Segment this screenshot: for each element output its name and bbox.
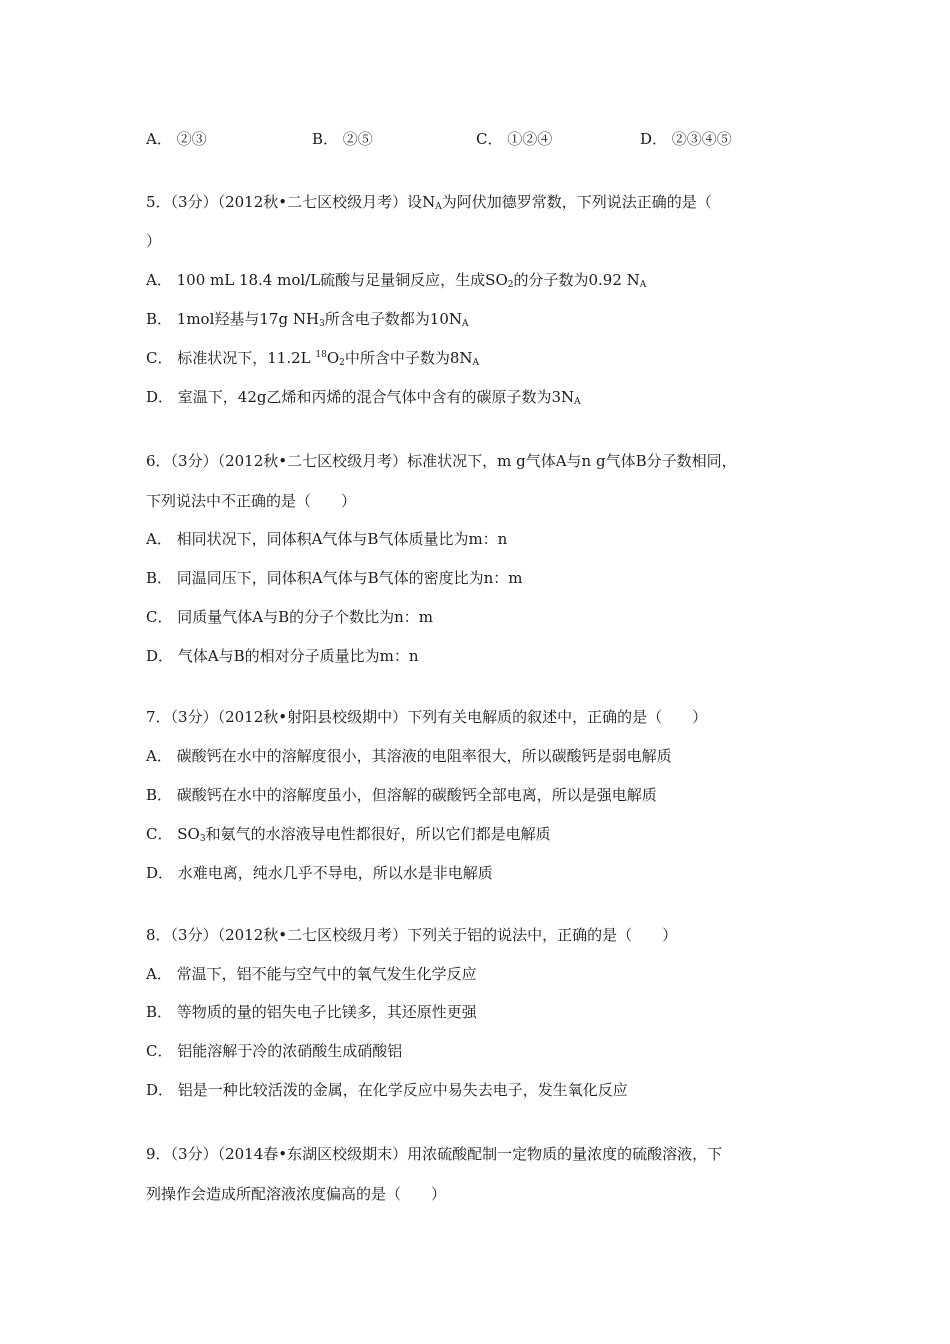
q5-option-c: C． 标准状况下，11.2L $^{18}O_2$中所含中子数为$8N_A$ bbox=[146, 349, 480, 368]
q6-option-d: D． 气体A与B的相对分子质量比为m：n bbox=[146, 647, 419, 665]
q5-option-a: A． 100 mL 18.4 mol/L硫酸与足量铜反应，生成$SO_2$的分子数为0.92 $N_A$ bbox=[146, 271, 647, 290]
q5-option-d: D． 室温下，42g乙烯和丙烯的混合气体中含有的碳原子数为$3N_A$ bbox=[146, 388, 581, 407]
q6-option-b: B． 同温同压下，同体积A气体与B气体的密度比为n：m bbox=[146, 569, 523, 587]
q5-stem: 5．（3分）（2012秋•二七区校级月考）设$N_A$为阿伏加德罗常数，下列说法正确的是（ bbox=[146, 193, 712, 212]
q5-stem-cont: ） bbox=[146, 232, 162, 250]
q4-option-c: C． ①②④ bbox=[476, 130, 553, 148]
q8-option-d: D． 铝是一种比较活泼的金属，在化学反应中易失去电子，发生氧化反应 bbox=[146, 1081, 628, 1099]
q7-option-a: A． 碳酸钙在水中的溶解度很小，其溶液的电阻率很大，所以碳酸钙是弱电解质 bbox=[146, 747, 672, 765]
q6-stem-cont: 下列说法中不正确的是（ ） bbox=[146, 492, 357, 510]
q9-stem: 9．（3分）（2014春•东湖区校级期末）用浓硫酸配制一定物质的量浓度的硫酸溶液，下 bbox=[146, 1145, 723, 1163]
q8-option-c: C． 铝能溶解于冷的浓硝酸生成硝酸铝 bbox=[146, 1042, 403, 1060]
q7-stem: 7．（3分）（2012秋•射阳县校级期中）下列有关电解质的叙述中，正确的是（ ） bbox=[146, 708, 708, 726]
q4-option-d: D． ②③④⑤ bbox=[640, 130, 732, 148]
q8-option-b: B． 等物质的量的铝失电子比镁多，其还原性更强 bbox=[146, 1003, 477, 1021]
q8-option-a: A． 常温下，铝不能与空气中的氧气发生化学反应 bbox=[146, 965, 477, 983]
q6-option-c: C． 同质量气体A与B的分子个数比为n：m bbox=[146, 608, 433, 626]
q7-option-b: B． 碳酸钙在水中的溶解度虽小，但溶解的碳酸钙全部电离，所以是强电解质 bbox=[146, 786, 657, 804]
q4-options-row bbox=[0, 129, 950, 149]
q5-option-b: B． 1mol羟基与17g $NH_3$所含电子数都为$10N_A$ bbox=[146, 310, 469, 329]
q9-stem-cont: 列操作会造成所配溶液浓度偏高的是（ ） bbox=[146, 1185, 447, 1203]
q4-option-b: B． ②⑤ bbox=[312, 130, 373, 148]
q6-stem: 6．（3分）（2012秋•二七区校级月考）标准状况下，m g气体A与n g气体B分子数相同， bbox=[146, 452, 737, 470]
q6-option-a: A． 相同状况下，同体积A气体与B气体质量比为m：n bbox=[146, 530, 508, 548]
q7-option-c: C． $SO_3$和氨气的水溶液导电性都很好，所以它们都是电解质 bbox=[146, 825, 551, 844]
q7-option-d: D． 水难电离，纯水几乎不导电，所以水是非电解质 bbox=[146, 864, 493, 882]
q4-option-a: A． ②③ bbox=[146, 130, 207, 148]
q8-stem: 8．（3分）（2012秋•二七区校级月考）下列关于铝的说法中，正确的是（ ） bbox=[146, 926, 678, 944]
